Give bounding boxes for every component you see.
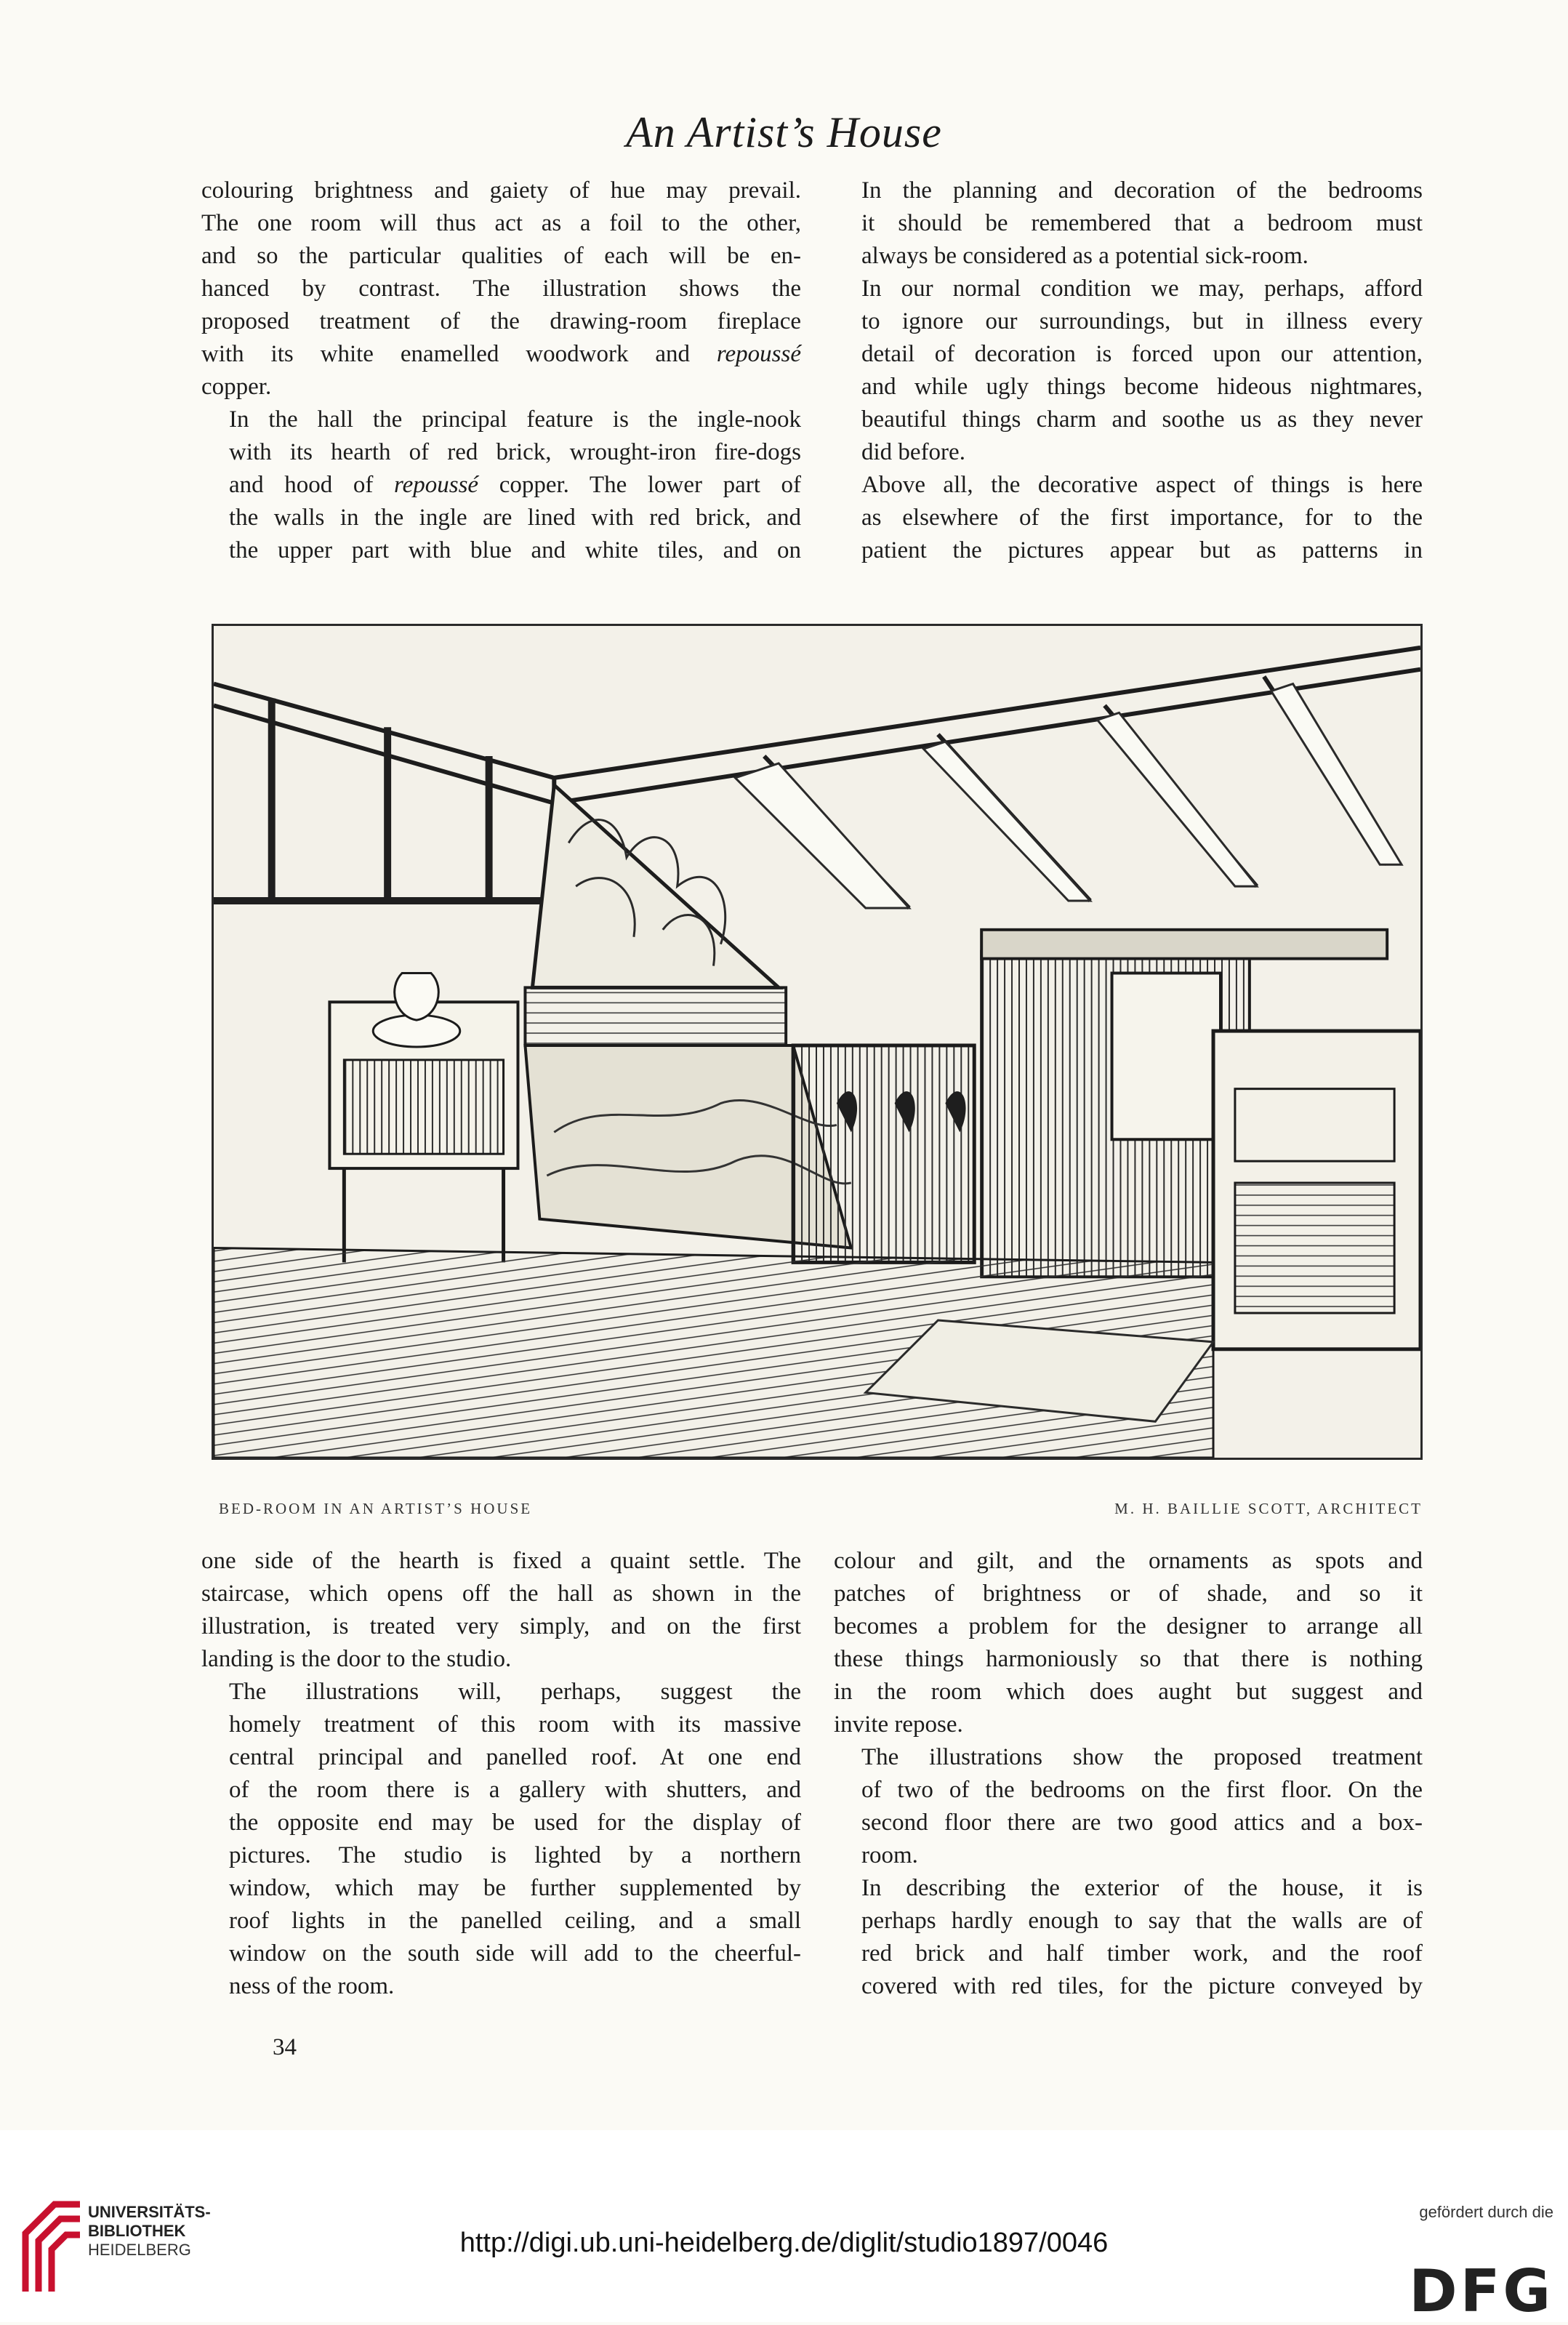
text-line: The illustrations will, perhaps, suggest the — [229, 1679, 801, 1705]
text-line: detail of decoration is forced upon our attention, — [861, 341, 1423, 367]
text-fragment: and hood of — [229, 472, 394, 498]
text-line: of the room there is a gallery with shutters, and — [229, 1777, 801, 1803]
bed-headboard-panels — [525, 987, 786, 1045]
text-line: proposed treatment of the drawing-room fireplace — [201, 308, 801, 334]
text-line: and so the particular qualities of each will be en- — [201, 243, 801, 269]
text-line: The one room will thus act as a foil to the other, — [201, 210, 801, 236]
window — [1112, 973, 1221, 1139]
text-line: illustration, is treated very simply, and on the first — [201, 1613, 801, 1639]
text-line — [201, 338, 801, 371]
text-line: becomes a problem for the designer to arrange all — [834, 1613, 1423, 1639]
text-line: central principal and panelled roof. At one end — [229, 1744, 801, 1770]
text-line: covered with red tiles, for the picture conveyed by — [861, 1973, 1423, 1999]
text-line: one side of the hearth is fixed a quaint settle. The — [201, 1548, 801, 1574]
paragraph — [834, 174, 1423, 273]
bottom-right-column — [834, 1545, 1423, 2003]
bottom-left-column — [201, 1545, 801, 2003]
text-fragment: with its white enamelled woodwork and — [201, 341, 717, 367]
paragraph — [201, 1676, 801, 2003]
paragraph — [201, 403, 801, 567]
text-line: ness of the room. — [229, 1973, 395, 1999]
text-line: colour and gilt, and the ornaments as spots and — [834, 1548, 1423, 1574]
running-title: An Artist’s House — [626, 108, 942, 156]
text-line: landing is the door to the studio. — [201, 1646, 512, 1672]
text-line: and while ugly things become hideous nightmares, — [861, 374, 1423, 400]
text-line: window on the south side will add to the cheerful- — [229, 1940, 801, 1967]
top-right-column — [834, 174, 1423, 567]
paragraph — [834, 1872, 1423, 2003]
paragraph — [834, 273, 1423, 469]
paragraph — [201, 174, 801, 403]
library-name-line: BIBLIOTHEK — [88, 2222, 186, 2240]
text-line: as elsewhere of the first importance, for to the — [861, 505, 1423, 531]
washstand — [329, 973, 518, 1262]
text-line: with its hearth of red brick, wrought-iron fire-dogs — [229, 439, 801, 465]
text-line: patches of brightness or of shade, and so it — [834, 1581, 1423, 1607]
text-line: window, which may be further supplemented by — [229, 1875, 801, 1901]
text-line: red brick and half timber work, and the roof — [861, 1940, 1423, 1967]
italic-term: repoussé — [393, 472, 479, 498]
text-line: did before. — [861, 439, 965, 465]
italic-term: repoussé — [716, 341, 801, 367]
library-name-line: UNIVERSITÄTS- — [88, 2203, 211, 2221]
paragraph — [834, 1741, 1423, 1872]
dfg-logo: DFG — [1409, 2257, 1553, 2325]
top-left-column — [201, 174, 801, 567]
paragraph — [834, 469, 1423, 567]
text-line: The illustrations show the proposed treatment — [861, 1744, 1423, 1770]
text-line: second floor there are two good attics and a box- — [861, 1810, 1423, 1836]
text-line: In the hall the principal feature is the ingle-nook — [229, 406, 801, 433]
text-line: of two of the bedrooms on the first floor. On the — [861, 1777, 1423, 1803]
text-line: pictures. The studio is lighted by a northern — [229, 1842, 801, 1868]
library-name-line: HEIDELBERG — [88, 2241, 191, 2259]
text-line — [201, 469, 801, 502]
illustration-credit: M. H. BAILLIE SCOTT, ARCHITECT — [1114, 1500, 1423, 1517]
text-line: roof lights in the panelled ceiling, and a small — [229, 1908, 801, 1934]
bed-footboard — [793, 1045, 974, 1262]
text-line: homely treatment of this room with its massive — [229, 1711, 801, 1738]
bedroom-illustration — [212, 624, 1423, 1460]
text-line: In describing the exterior of the house, it is — [861, 1875, 1423, 1901]
text-line: room. — [861, 1842, 918, 1868]
curtain-rail — [981, 930, 1387, 959]
page-number: 34 — [273, 2034, 297, 2060]
illustration-caption: BED-ROOM IN AN ARTIST’S HOUSE — [219, 1500, 533, 1517]
half-timbered-wall — [214, 698, 561, 901]
text-line: In the planning and decoration of the bedrooms — [861, 177, 1423, 204]
text-line: In our normal condition we may, perhaps, afford — [861, 276, 1423, 302]
permalink-url[interactable]: http://digi.ub.uni-heidelberg.de/diglit/studio1897/0046 — [459, 2228, 1109, 2258]
text-line: the walls in the ingle are lined with red brick, and — [229, 505, 801, 531]
text-line: to ignore our surroundings, but in illness every — [861, 308, 1423, 334]
text-line: these things harmoniously so that there is nothing — [834, 1646, 1423, 1672]
text-line: the upper part with blue and white tiles, and on — [229, 537, 801, 563]
text-line: hanced by contrast. The illustration shows the — [201, 276, 801, 302]
text-fragment: copper. The lower part of — [478, 472, 802, 498]
text-line: beautiful things charm and soothe us as they never — [861, 406, 1423, 433]
text-line: invite repose. — [834, 1711, 963, 1738]
bed — [525, 1045, 974, 1262]
paragraph — [834, 1545, 1423, 1741]
wardrobe — [1213, 1031, 1420, 1349]
text-line: Above all, the decorative aspect of things is here — [861, 472, 1423, 498]
text-line: perhaps hardly enough to say that the walls are of — [861, 1908, 1423, 1934]
digitization-footer — [0, 2130, 1568, 2322]
text-line: patient the pictures appear but as patterns in — [861, 537, 1423, 563]
text-line: colouring brightness and gaiety of hue may prevail. — [201, 177, 801, 204]
paragraph — [201, 1545, 801, 1676]
text-line: copper. — [201, 374, 272, 400]
ingle-gable — [532, 785, 779, 988]
text-line: it should be remembered that a bedroom must — [861, 210, 1423, 236]
text-line: in the room which does aught but suggest and — [834, 1679, 1423, 1705]
funding-note: gefördert durch die — [1419, 2203, 1553, 2221]
bedroom-drawing — [214, 626, 1420, 1458]
text-line: always be considered as a potential sick-room. — [861, 243, 1308, 269]
text-line: staircase, which opens off the hall as shown in the — [201, 1581, 801, 1607]
text-line: the opposite end may be used for the display of — [229, 1810, 801, 1836]
